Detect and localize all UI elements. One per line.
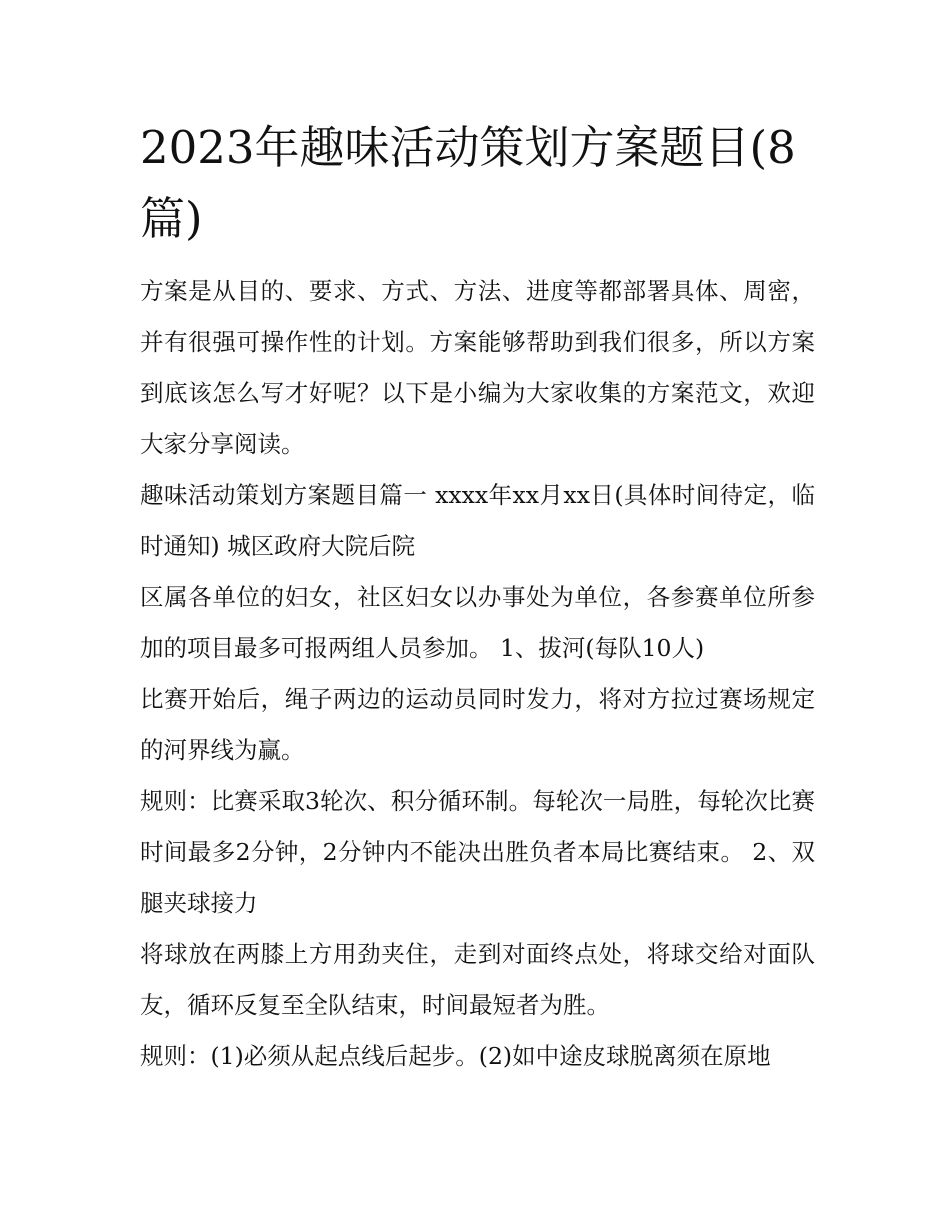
paragraph-tug-of-war: 比赛开始后，绳子两边的运动员同时发力，将对方拉过赛场规定的河界线为赢。 (140, 685, 815, 764)
paragraph-section-one: 趣味活动策划方案题目篇一 xxxx年xx月xx日(具体时间待定，临时通知) 城区政府大院后院 (140, 481, 815, 560)
document-page (140, 112, 815, 1082)
paragraph-participants: 区属各单位的妇女，社区妇女以办事处为单位，各参赛单位所参加的项目最多可报两组人员参加。 1、拔河(每队10人) (140, 583, 815, 662)
paragraph-rules-one: 规则：比赛采取3轮次、积分循环制。每轮次一局胜，每轮次比赛时间最多2分钟，2分钟内不能决出胜负者本局比赛结束。 2、双腿夹球接力 (140, 787, 815, 917)
paragraph-intro: 方案是从目的、要求、方式、方法、进度等都部署具体、周密，并有很强可操作性的计划。方案能够帮助到我们很多，所以方案到底该怎么写才好呢？以下是小编为大家收集的方案范文，欢迎大家分享阅读。 (140, 277, 815, 458)
paragraph-relay: 将球放在两膝上方用劲夹住，走到对面终点处，将球交给对面队友，循环反复至全队结束，时间最短者为胜。 (140, 940, 815, 1019)
paragraph-rules-two: 规则：(1)必须从起点线后起步。(2)如中途皮球脱离须在原地 (140, 1042, 771, 1070)
document-title: 2023年趣味活动策划方案题目(8篇) (140, 121, 796, 245)
